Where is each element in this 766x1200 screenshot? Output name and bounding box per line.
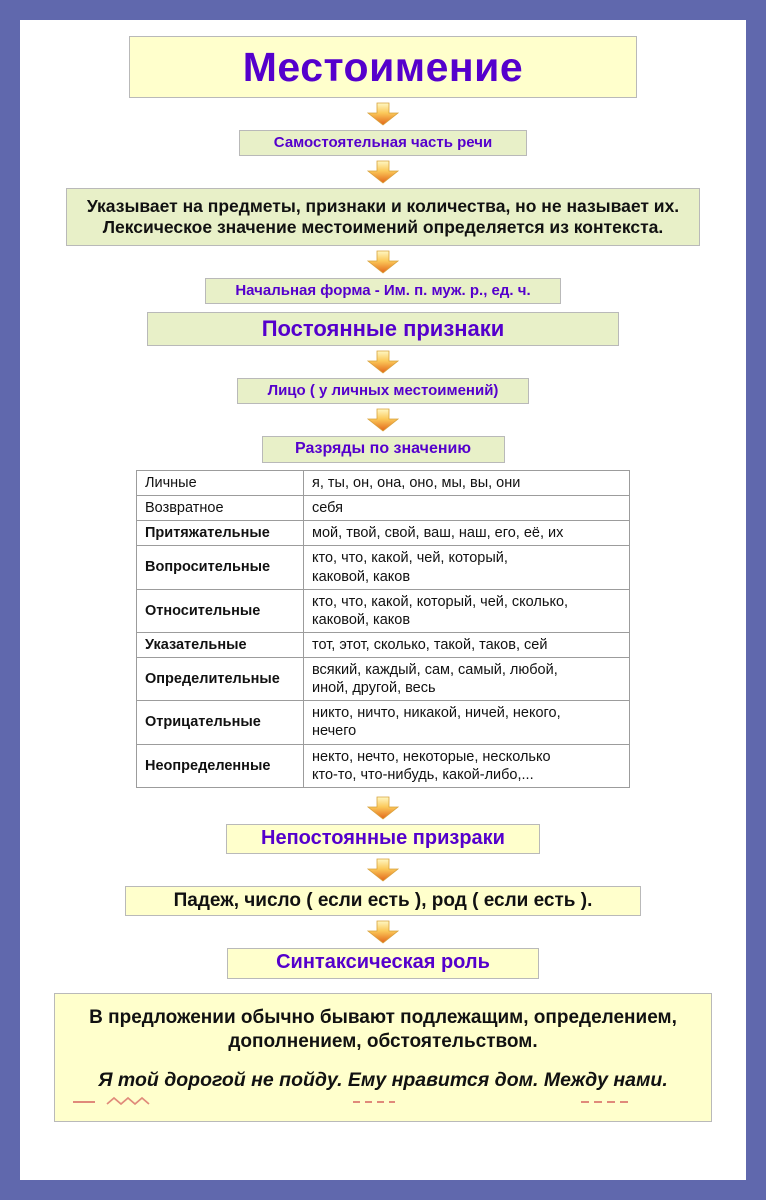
example-sentences: Я той дорогой не пойду. Ему нравится дом. Между нами. — [98, 1069, 668, 1092]
poster-canvas — [20, 20, 746, 1180]
down-arrow-icon — [366, 350, 400, 374]
rank-category: Определительные — [137, 658, 304, 701]
rank-value-line: кто-то, что-нибудь, какой-либо,... — [312, 766, 534, 783]
definition-box — [66, 188, 700, 246]
rank-value-line: каковой, каков — [312, 611, 411, 628]
rank-value-line: каковой, каков — [312, 568, 411, 585]
ranks-table-body — [137, 471, 630, 788]
down-arrow-icon — [366, 858, 400, 882]
ranks-heading-box: Разряды по значению — [262, 436, 505, 463]
rank-category: Возвратное — [137, 496, 304, 521]
table-row — [137, 744, 630, 787]
syntactic-role-detail-box — [54, 993, 712, 1122]
definition-line-2: Лексическое значение местоимений определяется из контекста. — [102, 217, 664, 237]
table-row — [137, 589, 630, 632]
down-arrow-icon — [366, 920, 400, 944]
rank-value-line: всякий, каждый, сам, самый, любой, — [312, 662, 558, 678]
examples-area — [65, 1069, 701, 1113]
table-row — [137, 496, 630, 521]
rank-values — [304, 589, 630, 632]
rank-value-line: кто, что, какой, который, чей, сколько, — [312, 593, 569, 610]
initial-form-box: Начальная форма - Им. п. муж. р., ед. ч. — [205, 278, 561, 304]
down-arrow-icon — [366, 796, 400, 820]
rank-category: Относительные — [137, 589, 304, 632]
constant-features-box: Постоянные признаки — [147, 312, 619, 346]
attribute-mark — [107, 1098, 149, 1104]
rank-value-line: тот, этот, сколько, такой, таков, сей — [312, 636, 548, 653]
variable-features-box: Непостоянные призраки — [226, 824, 540, 854]
variable-features-list-box: Падеж, число ( если есть ), род ( если есть ). — [125, 886, 641, 916]
rank-category: Неопределенные — [137, 744, 304, 787]
table-row — [137, 521, 630, 546]
rank-category: Притяжательные — [137, 521, 304, 546]
syntactic-role-box: Синтаксическая роль — [227, 948, 539, 979]
rank-value-line: никто, ничто, никакой, ничей, некого, — [312, 705, 561, 722]
rank-value-line: иной, другой, весь — [312, 680, 436, 697]
table-row — [137, 471, 630, 496]
rank-values — [304, 744, 630, 787]
rank-category: Отрицательные — [137, 701, 304, 744]
rank-values — [304, 496, 630, 521]
down-arrow-icon — [366, 250, 400, 274]
rank-values — [304, 701, 630, 744]
rank-value-line: некто, нечто, некоторые, несколько — [312, 748, 551, 765]
rank-values — [304, 658, 630, 701]
rank-values — [304, 632, 630, 657]
down-arrow-icon — [366, 408, 400, 432]
rank-value-line: себя — [312, 500, 343, 517]
table-row — [137, 701, 630, 744]
table-row — [137, 632, 630, 657]
down-arrow-icon — [366, 160, 400, 184]
part-of-speech-box: Самостоятельная часть речи — [239, 130, 527, 156]
definition-line-1: Указывает на предметы, признаки и количества, но не называет их. — [86, 196, 680, 217]
rank-category: Личные — [137, 471, 304, 496]
rank-value-line: нечего — [312, 723, 357, 740]
ranks-table — [136, 470, 630, 788]
rank-values — [304, 521, 630, 546]
person-feature-box: Лицо ( у личных местоимений) — [237, 378, 529, 404]
page-title: Местоимение — [129, 36, 637, 98]
rank-value-line: кто, что, какой, чей, который, — [312, 550, 508, 567]
rank-values — [304, 546, 630, 589]
role-line-1: В предложении обычно бывают подлежащим, определением, — [89, 1006, 677, 1028]
rank-values — [304, 471, 630, 496]
rank-category: Вопросительные — [137, 546, 304, 589]
down-arrow-icon — [366, 102, 400, 126]
role-line-2: дополнением, обстоятельством. — [228, 1031, 538, 1053]
rank-value-line: мой, твой, свой, ваш, наш, его, её, их — [312, 525, 564, 542]
table-row — [137, 546, 630, 589]
grammar-marks-group — [65, 1096, 703, 1110]
table-row — [137, 658, 630, 701]
rank-category: Указательные — [137, 632, 304, 657]
rank-value-line: я, ты, он, она, оно, мы, вы, они — [312, 475, 521, 491]
